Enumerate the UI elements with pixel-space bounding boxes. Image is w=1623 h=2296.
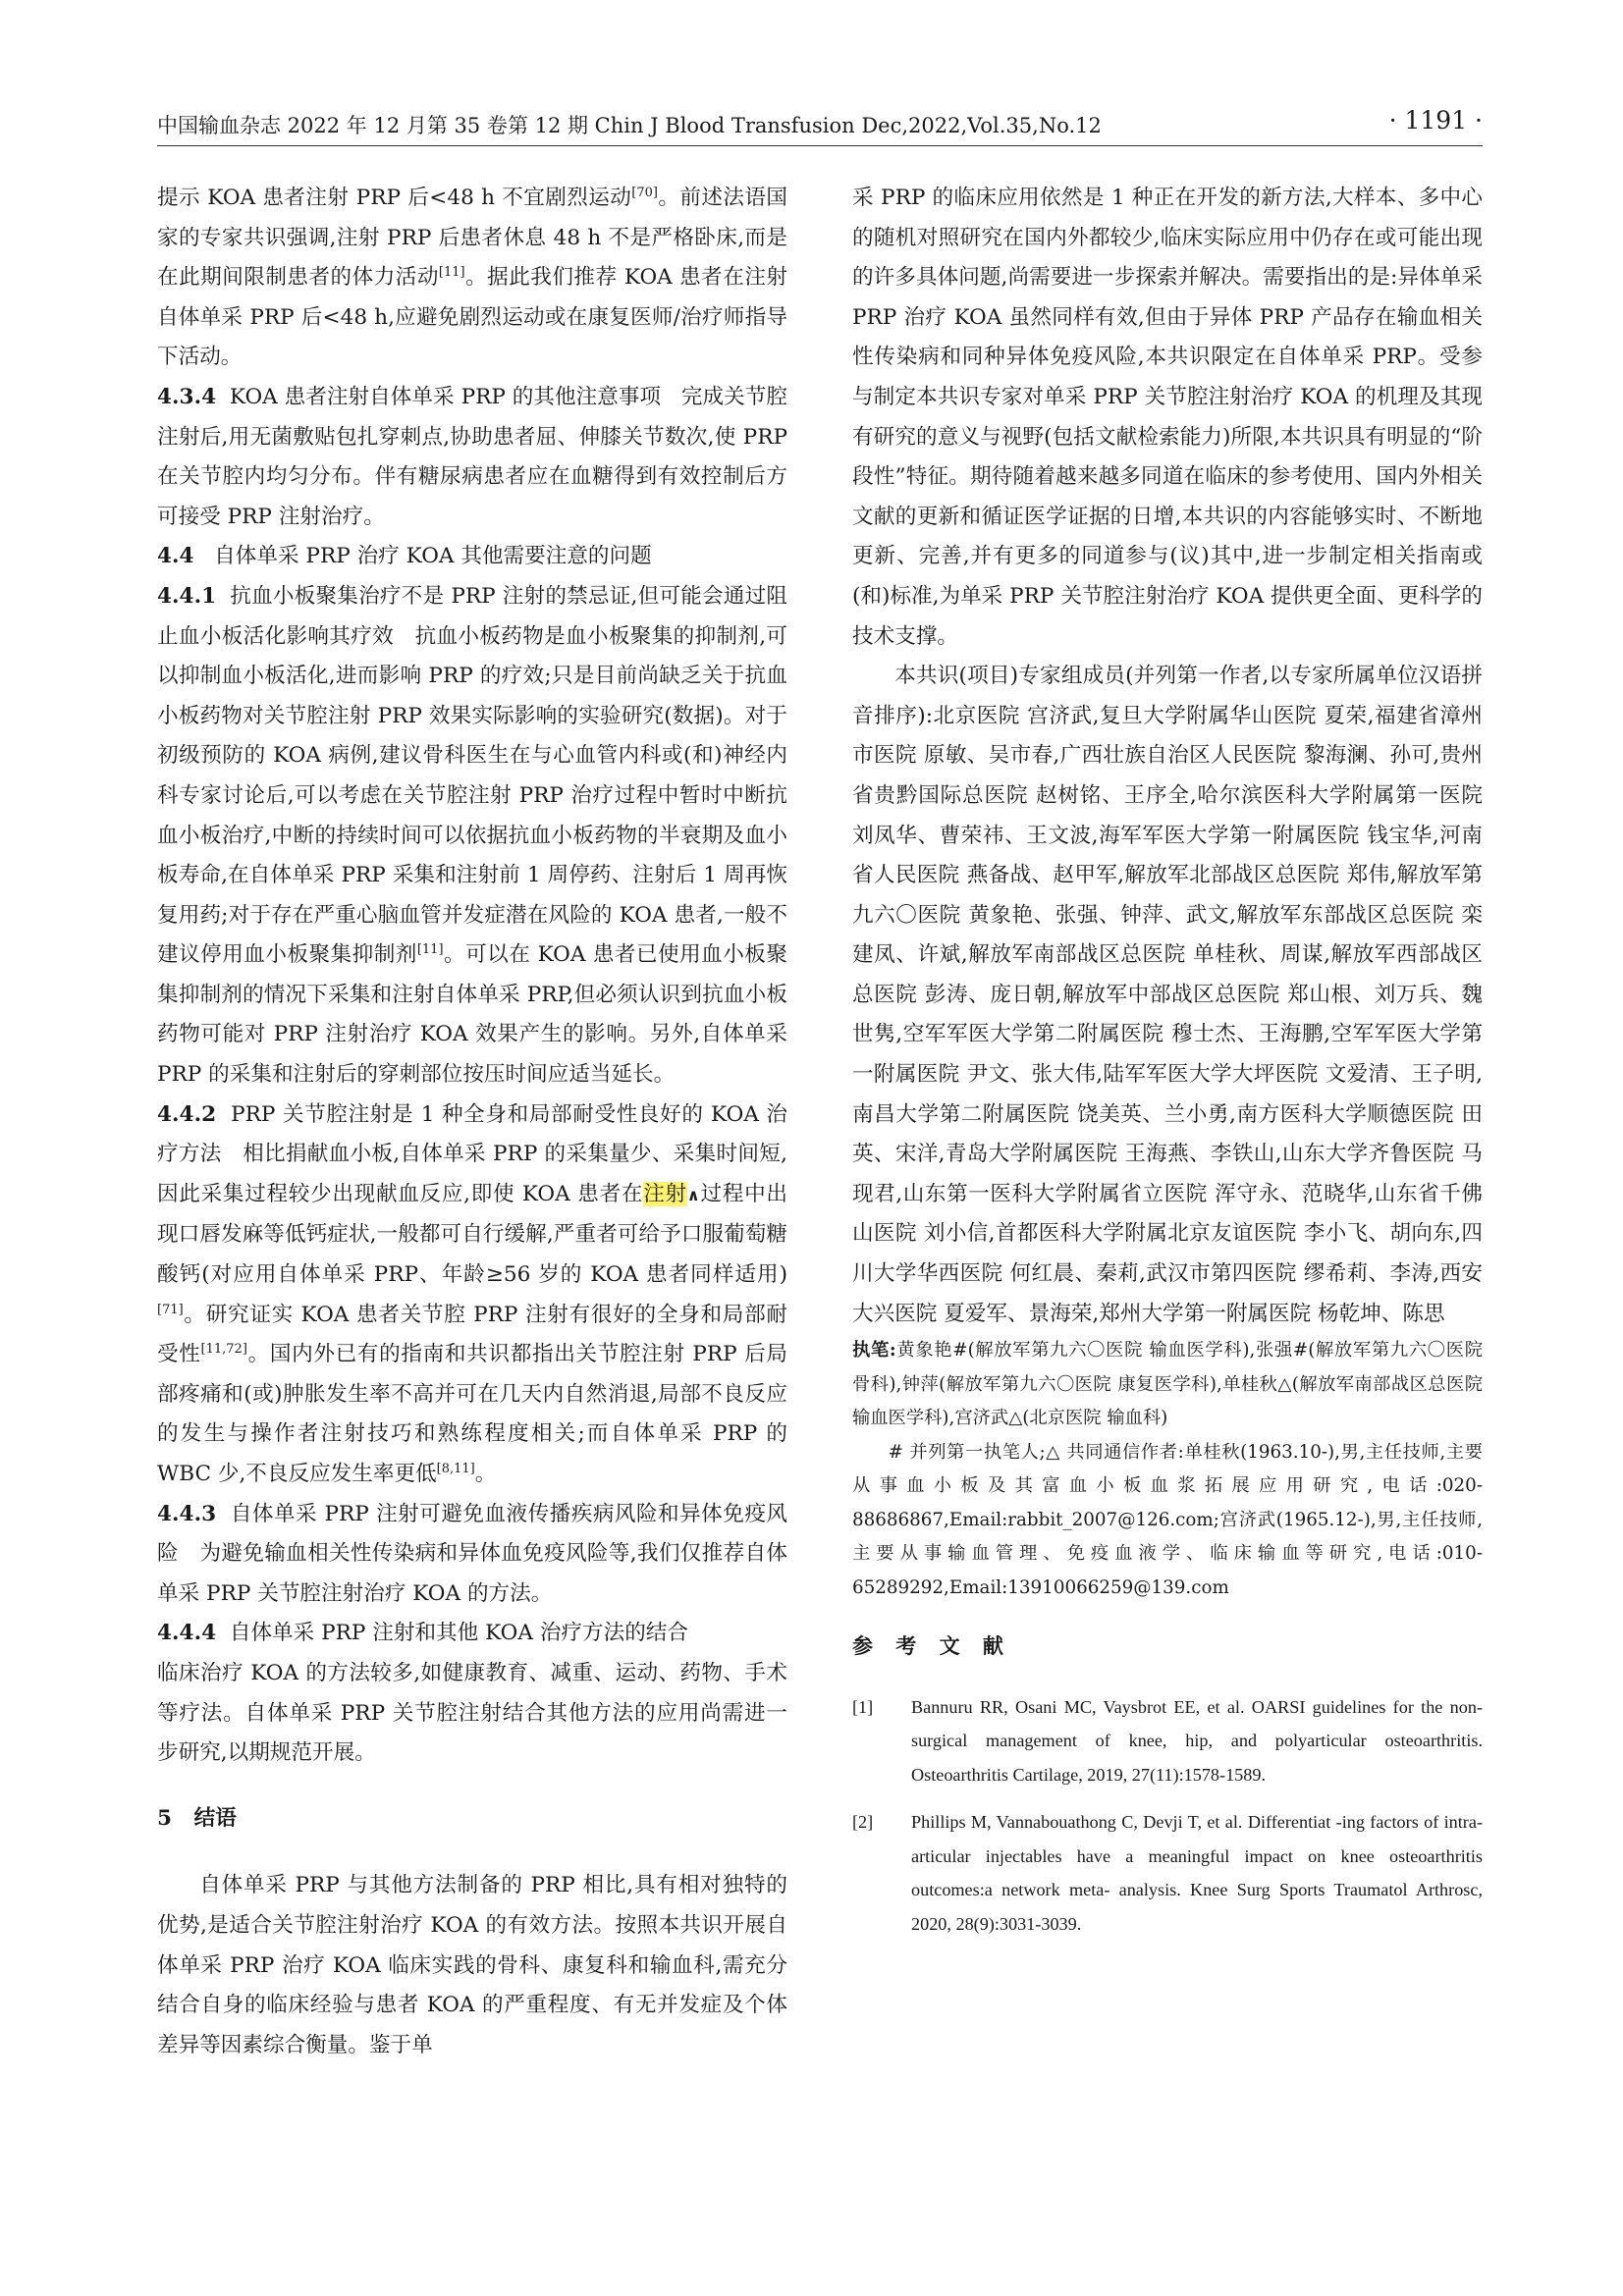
section-title: KOA 患者注射自体单采 PRP 的其他注意事项 — [229, 384, 662, 409]
writers-note: 执笔:黄象艳#(解放军第九六〇医院 输血医学科),张强#(解放军第九六〇医院 骨科),钟萍(解放军第九六〇医院 康复医学科),单桂秋△(解放军南部战区总医院 输血医学科),宫济武△(北京医院 输血科) — [852, 1340, 1484, 1429]
section-title: 自体单采 PRP 注射可避免血液传播疾病风险和异体免疫风险 — [157, 1501, 787, 1567]
section-4-4-2: 4.4.2 PRP 关节腔注射是 1 种全身和局部耐受性良好的 KOA 治疗方法 相比捐献血小板,自体单采 PRP 的采集量少、采集时间短,因此采集过程较少出现献血反应,即使 KOA 患者在注射∧过程中出现口唇发麻等低钙症状,一般都可自行缓解,严重者可给予口服葡萄糖酸钙(对应用自体单采 PRP、年龄≥56 岁的 KOA 患者同样适用)[71]。研究证实 KOA 患者关节腔 PRP 注射有很好的全身和局部耐受性[11,72]。国内外已有的指南和共识都指出关节腔注射 PRP 后局部疼痛和(或)肿胀发生率不高并可在几天内自然消退,局部不良反应的发生与操作者注射技巧和熟练程度相关;而自体单采 PRP 的 WBC 少,不良反应发生率更低[8,11]。 — [157, 1101, 788, 1486]
section-4-4-4 — [157, 1614, 787, 1654]
section-4-4-1: 4.4.1 抗血小板聚集治疗不是 PRP 注射的禁忌证,但可能会通过阻止血小板活化影响其疗效 抗血小板药物是血小板聚集的抑制剂,可以抑制血小板活化,进而影响 PRP 的疗效;只是目前尚缺乏关于抗血小板药物对关节腔注射 PRP 效果实际影响的实验研究(数据)。对于初级预防的 KOA 病例,建议骨科医生在与心血管内科或(和)神经内科专家讨论后,可以考虑在关节腔注射 PRP 治疗过程中暂时中断抗血小板治疗,中断的持续时间可以依据抗血小板药物的半衰期及血小板寿命,在自体单采 PRP 采集和注射前 1 周停药、注射后 1 周再恢复用药;对于存在严重心脑血管并发症潜在风险的 KOA 患者,一般不建议停用血小板聚集抑制剂[11]。可以在 KOA 患者已使用血小板聚集抑制剂的情况下采集和注射自体单采 PRP,但必须认识到抗血小板药物可能对 PRP 注射治疗 KOA 效果产生的影响。另外,自体单采 PRP 的采集和注射后的穿刺部位按压时间应适当延长。 — [157, 583, 787, 1088]
section-title: 抗血小板聚集治疗不是 PRP 注射的禁忌证,但可能会通过阻止血小板活化影响其疗效 — [157, 583, 787, 649]
section-title: PRP 关节腔注射是 1 种全身和局部耐受性良好的 KOA 治疗方法 — [157, 1101, 787, 1167]
writers-label: 执笔: — [852, 1340, 896, 1362]
section-number: 4.4.4 — [157, 1621, 217, 1646]
section-number: 5 — [157, 1805, 173, 1831]
reference-number: [2] — [852, 1812, 874, 1833]
expert-group-list: 本共识(项目)专家组成员(并列第一作者,以专家所属单位汉语拼音排序):北京医院 宫济武,复旦大学附属华山医院 夏荣,福建省漳州市医院 原敏、吴市春,广西壮族自治区人民医院 黎海澜、孙可,贵州省贵黔国际总医院 赵树铭、王序全,哈尔滨医科大学附属第一医院 刘凤华、曹荣祎、王文波,海军军医大学第一附属医院 钱宝华,河南省人民医院 燕备战、赵甲军,解放军北部战区总医院 郑伟,解放军第九六〇医院 黄象艳、张强、钟萍、武文,解放军东部战区总医院 栾建凤、许斌,解放军南部战区总医院 单桂秋、周谋,解放军西部战区总医院 彭涛、庞日朝,解放军中部战区总医院 郑山根、刘万兵、魏世隽,空军军医大学第二附属医院 穆士杰、王海鹏,空军军医大学第一附属医院 尹文、张大伟,陆军军医大学大坪医院 文爱清、王子明,南昌大学第二附属医院 饶美英、兰小勇,南方医科大学顺德医院 田英、宋洋,青岛大学附属医院 王海燕、李铁山,山东大学齐鲁医院 马现君,山东第一医科大学附属省立医院 浑守永、范晓华,山东省千佛山医院 刘小信,首都医科大学附属北京友谊医院 李小飞、胡向东,四川大学华西医院 何红晨、秦莉,武汉市第四医院 缪希莉、李涛,西安大兴医院 夏爱军、景海荣,郑州大学第一附属医院 杨乾坤、陈思 — [852, 664, 1484, 1326]
reference-list — [852, 1690, 1483, 1942]
section-number: 4.4 — [157, 544, 194, 569]
conclusion-text: 自体单采 PRP 与其他方法制备的 PRP 相比,具有相对独特的优势,是适合关节腔注射治疗 KOA 的有效方法。按照本共识开展自体单采 PRP 治疗 KOA 临床实践的骨科、康复科和输血科,需充分结合自身的临床经验与患者 KOA 的严重程度、有无并发症及个体差异等因素综合衡量。鉴于单 — [157, 1873, 787, 2057]
section-number: 4.3.4 — [157, 384, 217, 409]
reference-item — [852, 1690, 1483, 1792]
section-4-4-4-text: 临床治疗 KOA 的方法较多,如健康教育、减重、运动、药物、手术等疗法。自体单采 PRP 关节腔注射结合其他方法的应用尚需进一步研究,以期规范开展。 — [157, 1660, 787, 1766]
citation: [11,72] — [200, 1342, 247, 1358]
references-title: 参 考 文 献 — [852, 1633, 1011, 1659]
page-number: · 1191 · — [1388, 106, 1483, 134]
citation: [11] — [416, 942, 444, 958]
section-4-3-4: 4.3.4 KOA 患者注射自体单采 PRP 的其他注意事项 完成关节腔注射后,用无菌敷贴包扎穿刺点,协助患者屈、伸膝关节数次,使 PRP 在关节腔内均匀分布。伴有糖尿病患者应在血糖得到有效控制后方可接受 PRP 注射治疗。 — [157, 384, 787, 529]
left-column — [157, 179, 787, 2065]
section-title: 自体单采 PRP 治疗 KOA 其他需要注意的问题 — [214, 544, 652, 569]
reference-text: Phillips M, Vannabouathong C, Devji T, et al. Differentiat -ing factors of intra-articular injectables have a meaningful impact on knee osteoarthritis outcomes:a network meta- analysis. Knee Surg Sports Traumatol Arthrosc, 2020, 28(9):3031-3039. — [911, 1812, 1483, 1934]
section-4-4-3: 4.4.3 自体单采 PRP 注射可避免血液传播疾病风险和异体免疫风险 为避免输血相关性传染病和异体血免疫风险等,我们仅推荐自体单采 PRP 关节腔注射治疗 KOA 的方法。 — [157, 1501, 787, 1606]
citation: [8,11] — [436, 1461, 475, 1476]
highlighted-text: 注射 — [643, 1181, 687, 1206]
running-header — [157, 106, 1483, 146]
reference-text: Bannuru RR, Osani MC, Vaysbrot EE, et al. OARSI guidelines for the non-surgical management of knee, hip, and polyarticular osteoarthritis. Osteoarthritis Cartilage, 2019, 27(11):1578-1589. — [911, 1696, 1483, 1785]
section-4-4 — [157, 537, 787, 577]
section-5-heading — [157, 1799, 787, 1840]
insertion-caret-mark: ∧ — [686, 1185, 700, 1204]
citation: [71] — [157, 1302, 184, 1317]
citation: [70] — [631, 185, 658, 200]
section-number: 4.4.2 — [157, 1101, 217, 1127]
section-title: 结语 — [193, 1805, 237, 1831]
journal-citation: 中国输血杂志 2022 年 12 月第 35 卷第 12 期 Chin J Blood Transfusion Dec,2022,Vol.35,No.12 — [157, 114, 1102, 137]
section-number: 4.4.1 — [157, 583, 217, 609]
section-number: 4.4.3 — [157, 1501, 217, 1526]
right-column — [852, 179, 1483, 1954]
reference-item — [852, 1805, 1483, 1941]
citation: [11] — [438, 265, 465, 280]
section-title: 自体单采 PRP 注射和其他 KOA 治疗方法的结合 — [229, 1621, 688, 1646]
conclusion-continued: 采 PRP 的临床应用依然是 1 种正在开发的新方法,大样本、多中心的随机对照研究在国内外都较少,临床实际应用中仍存在或可能出现的许多具体问题,尚需要进一步探索并解决。需要指出的是:异体单采 PRP 治疗 KOA 虽然同样有效,但由于异体 PRP 产品存在输血相关性传染病和同种异体免疫风险,本共识限定在自体单采 PRP。受参与制定本共识专家对单采 PRP 关节腔注射治疗 KOA 的机理及其现有研究的意义与视野(包括文献检索能力)所限,本共识具有明显的“阶段性”特征。期待随着越来越多同道在临床的参考使用、国内外相关文献的更新和循证医学证据的日增,本共识的内容能够实时、不断地更新、完善,并有更多的同道参与(议)其中,进一步制定相关指南或(和)标准,为单采 PRP 关节腔注射治疗 KOA 提供更全面、更科学的技术支撑。 — [852, 186, 1483, 649]
paragraph-activity: 提示 KOA 患者注射 PRP 后<48 h 不宜剧烈运动[70]。前述法语国家的专家共识强调,注射 PRP 后患者休息 48 h 不是严格卧床,而是在此期间限制患者的体力活动[11]。据此我们推荐 KOA 患者在注射自体单采 PRP 后<48 h,应避免剧烈运动或在康复医师/治疗师指导下活动。 — [157, 185, 787, 370]
correspondence-note: # 并列第一执笔人;△ 共同通信作者:单桂秋(1963.10-),男,主任技师,主要从事血小板及其富血小板血浆拓展应用研究,电话:020-88686867,Email:rabbit_2007@126.com;宫济武(1965.12-),男,主任技师,主要从事输血管理、免疫血液学、临床输血等研究,电话:010-65289292,Email:13910066259@139.com — [852, 1441, 1483, 1598]
reference-number: [1] — [852, 1696, 874, 1717]
